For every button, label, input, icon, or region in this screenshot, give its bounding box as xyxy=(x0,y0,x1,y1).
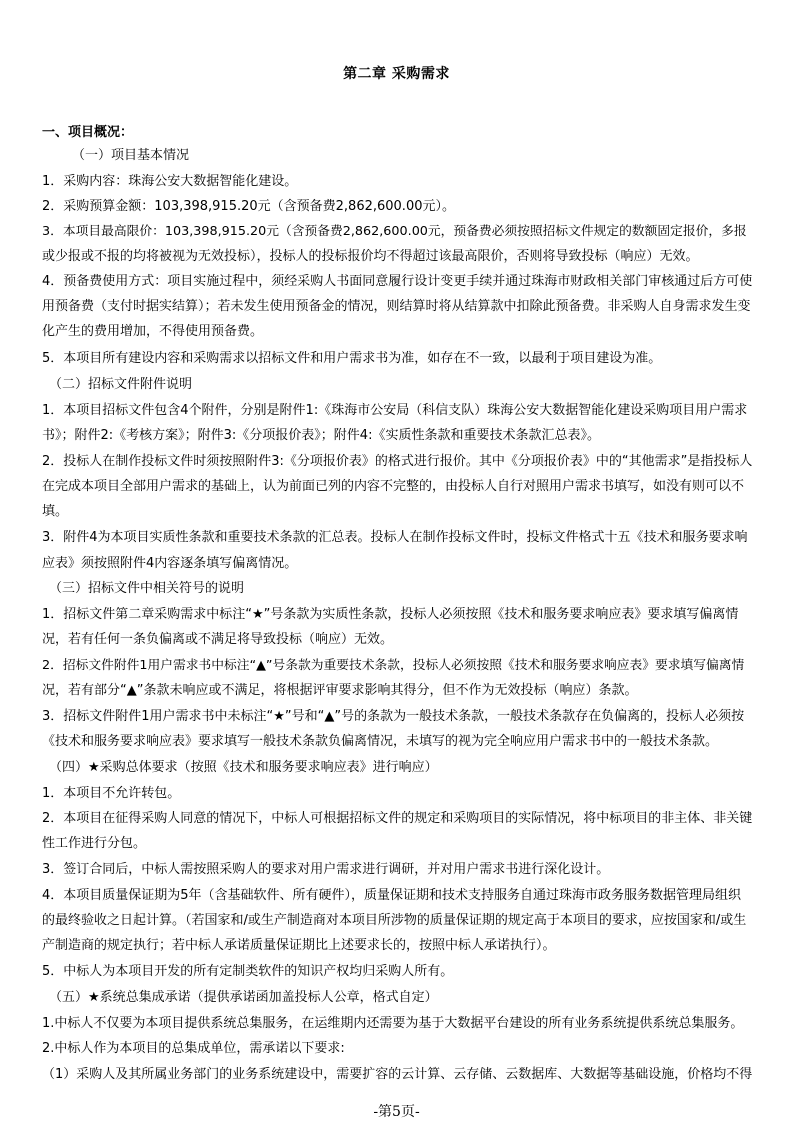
page-number: -第5页- xyxy=(373,1104,420,1120)
paragraph-line: 1．本项目招标文件包含4个附件，分别是附件1:《珠海市公安局（科信支队）珠海公安大数据智能化建设采购项目用户需求 xyxy=(42,403,748,418)
paragraph-line: 产制造商的规定执行；若中标人承诺质量保证期比上述要求长的，按照中标人承诺执行）。 xyxy=(42,938,556,953)
subsection-heading: （四）★采购总体要求（按照《技术和服务要求响应表》进行响应） xyxy=(49,760,438,775)
paragraph-line: 3．签订合同后，中标人需按照采购人的要求对用户需求进行调研，并对用户需求书进行深化设计。 xyxy=(42,862,610,877)
paragraph-line: 1．采购内容：珠海公安大数据智能化建设。 xyxy=(42,174,298,189)
paragraph-line: 1．本项目不允许转包。 xyxy=(42,786,181,801)
paragraph-line: 2．本项目在征得采购人同意的情况下，中标人可根据招标文件的规定和采购项目的实际情况，将中标项目的非主体、非关键 xyxy=(42,811,753,826)
paragraph-line: 2．投标人在制作投标文件时须按照附件3:《分项报价表》的格式进行报价。其中《分项报价表》中的“其他需求”是指投标人 xyxy=(42,454,753,469)
paragraph-line: 填。 xyxy=(42,504,69,519)
paragraph-line: 3．本项目最高限价：103,398,915.20元（含预备费2,862,600.00元，预备费必须按照招标文件规定的数额固定报价，多报 xyxy=(42,224,747,239)
chapter-title: 第二章 采购需求 xyxy=(343,66,450,82)
paragraph-line: 书》；附件2:《考核方案》；附件3:《分项报价表》；附件4:《实质性条款和重要技术条款汇总表》。 xyxy=(42,428,600,443)
paragraph-line: 5．中标人为本项目开发的所有定制类软件的知识产权均归采购人所有。 xyxy=(42,964,454,979)
paragraph-line: 3．招标文件附件1用户需求书中未标注“★”号和“▲”号的条款为一般技术条款，一般技术条款存在负偏离的，投标人必须按 xyxy=(42,709,745,724)
subsection-heading: （五）★系统总集成承诺（提供承诺函加盖投标人公章，格式自定） xyxy=(49,990,438,1005)
paragraph-line: 1．招标文件第二章采购需求中标注“★”号条款为实质性条款，投标人必须按照《技术和服务要求响应表》要求填写偏离情 xyxy=(42,607,739,622)
paragraph-line: 2．采购预算金额：103,398,915.20元（含预备费2,862,600.00元）。 xyxy=(42,199,455,214)
paragraph-line: 在完成本项目全部用户需求的基础上，认为前面已列的内容不完整的，由投标人自行对照用户需求书填写，如没有则可以不 xyxy=(42,479,745,494)
paragraph-line: 4．本项目质量保证期为5年（含基础软件、所有硬件），质量保证期和技术支持服务自通过珠海市政务服务数据管理局组织 xyxy=(42,888,742,903)
paragraph-line: 的最终验收之日起计算。（若国家和/或生产制造商对本项目所涉物的质量保证期的规定高于本项目的要求，应按国家和/或生 xyxy=(42,913,747,928)
paragraph-line: 5．本项目所有建设内容和采购需求以招标文件和用户需求书为准，如存在不一致，以最利于项目建设为准。 xyxy=(42,351,662,366)
paragraph-line: 应表》须按照附件4内容逐条填写偏离情况。 xyxy=(42,556,298,571)
subsection-heading: （一）项目基本情况 xyxy=(72,148,190,163)
paragraph-line: 1.中标人不仅要为本项目提供系统总集服务，在运维期内还需要为基于大数据平台建设的所有业务系统提供系统总集服务。 xyxy=(42,1016,744,1031)
paragraph-line: 《技术和服务要求响应表》要求填写一般技术条款负偏离情况，未填写的视为完全响应用户需求书中的一般技术条款。 xyxy=(42,734,719,749)
paragraph-line: 3．附件4为本项目实质性条款和重要技术条款的汇总表。投标人在制作投标文件时，投标文件格式十五《技术和服务要求响 xyxy=(42,530,748,545)
paragraph-line: 2.中标人作为本项目的总集成单位，需承诺以下要求: xyxy=(42,1041,345,1056)
paragraph-line: 性工作进行分包。 xyxy=(42,836,147,851)
paragraph-line: 2．招标文件附件1用户需求书中标注“▲”号条款为重要技术条款，投标人必须按照《技术和服务要求响应表》要求填写偏离情 xyxy=(42,658,745,673)
paragraph-line: 4．预备费使用方式：项目实施过程中，须经采购人书面同意履行设计变更手续并通过珠海市财政相关部门审核通过后方可使 xyxy=(42,274,753,289)
paragraph-line: 况，若有部分“▲”条款未响应或不满足，将根据评审要求影响其得分，但不作为无效投标（响应）条款。 xyxy=(42,683,638,698)
section-heading: 一、项目概况： xyxy=(42,125,134,140)
paragraph-line: 化产生的费用增加，不得使用预备费。 xyxy=(42,324,264,339)
paragraph-line: 用预备费（支付时据实结算）；若未发生使用预备金的情况，则结算时将从结算款中扣除此预备费。非采购人自身需求发生变 xyxy=(42,299,751,314)
paragraph-line: 况，若有任何一条负偏离或不满足将导致投标（响应）无效。 xyxy=(42,632,394,647)
paragraph-line: （1）采购人及其所属业务部门的业务系统建设中，需要扩容的云计算、云存储、云数据库、大数据等基础设施，价格均不得 xyxy=(42,1067,753,1082)
subsection-heading: （三）招标文件中相关符号的说明 xyxy=(49,581,245,596)
subsection-heading: （二）招标文件附件说明 xyxy=(49,377,193,392)
paragraph-line: 或少报或不报的均将被视为无效投标），投标人的投标报价均不得超过该最高限价，否则将导致投标（响应）无效。 xyxy=(42,249,699,264)
